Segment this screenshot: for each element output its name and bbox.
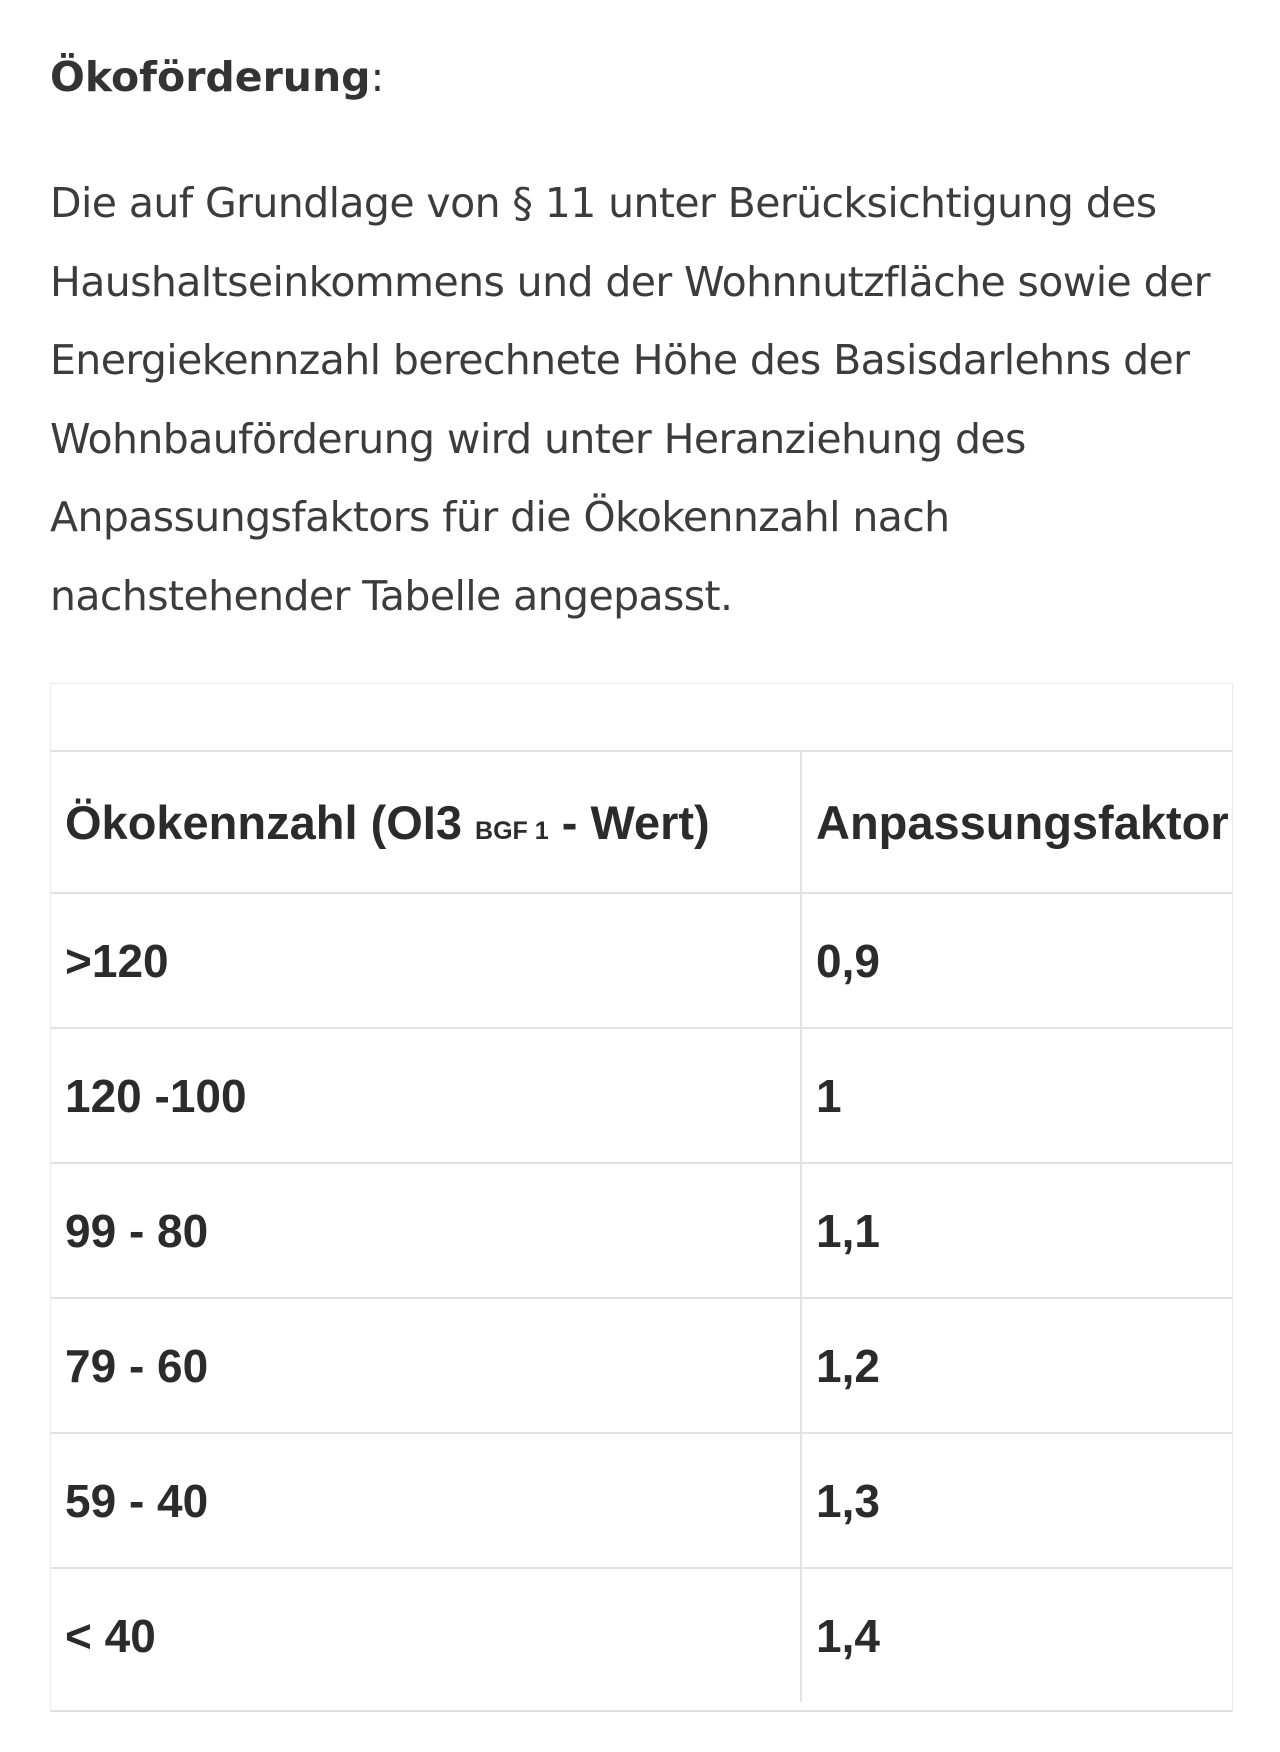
cell-factor: 1,4	[816, 1609, 880, 1662]
header-oekokennzahl	[51, 752, 801, 893]
table-row	[51, 1028, 1233, 1163]
cell-range: 99 - 80	[51, 1163, 801, 1298]
cell-range: 59 - 40	[51, 1433, 801, 1568]
cell-range: 120 -100	[51, 1028, 801, 1163]
cell-factor: 1,2	[801, 1298, 1233, 1433]
content	[50, 0, 1240, 635]
table-row	[51, 1163, 1233, 1298]
cell-range: >120	[51, 893, 801, 1028]
table-row	[51, 1298, 1233, 1433]
header-oekokennzahl-sub: BGF 1	[475, 816, 549, 845]
table-row	[51, 893, 1233, 1028]
cell-factor: 1,3	[801, 1433, 1233, 1568]
cell-range: < 40	[51, 1568, 801, 1702]
table-top-spacer	[51, 684, 1232, 752]
description-paragraph: Die auf Grundlage von § 11 unter Berücksichtigung des Haushaltseinkommens und der Wohnnutzfläche sowie der Energiekennzahl berechnete Höhe des Basisdarlehns der Wohnbauförderung wird unter Heranziehung des Anpassungsfaktors für die Ökokennzahl nach nachstehender Tabelle angepasst.	[50, 179, 1210, 620]
section-heading	[50, 0, 1240, 116]
cell-range: 79 - 60	[51, 1298, 801, 1433]
table-row	[51, 1568, 1233, 1702]
factor-table	[51, 752, 1233, 1702]
header-anpassungsfaktor: Anpassungsfaktor	[801, 752, 1233, 893]
factor-table-container[interactable]	[50, 683, 1233, 1712]
header-oekokennzahl-tail: - Wert)	[548, 795, 710, 849]
table-row	[51, 1433, 1233, 1568]
header-oekokennzahl-main: Ökokennzahl (OI3	[65, 795, 476, 849]
cell-factor: 0,9	[801, 893, 1233, 1028]
heading-colon: :	[370, 53, 385, 101]
cell-factor: 1,1	[801, 1163, 1233, 1298]
cell-factor: 1	[801, 1028, 1233, 1163]
heading-title: Ökoförderung	[50, 53, 371, 101]
table-header-row	[51, 752, 1233, 893]
